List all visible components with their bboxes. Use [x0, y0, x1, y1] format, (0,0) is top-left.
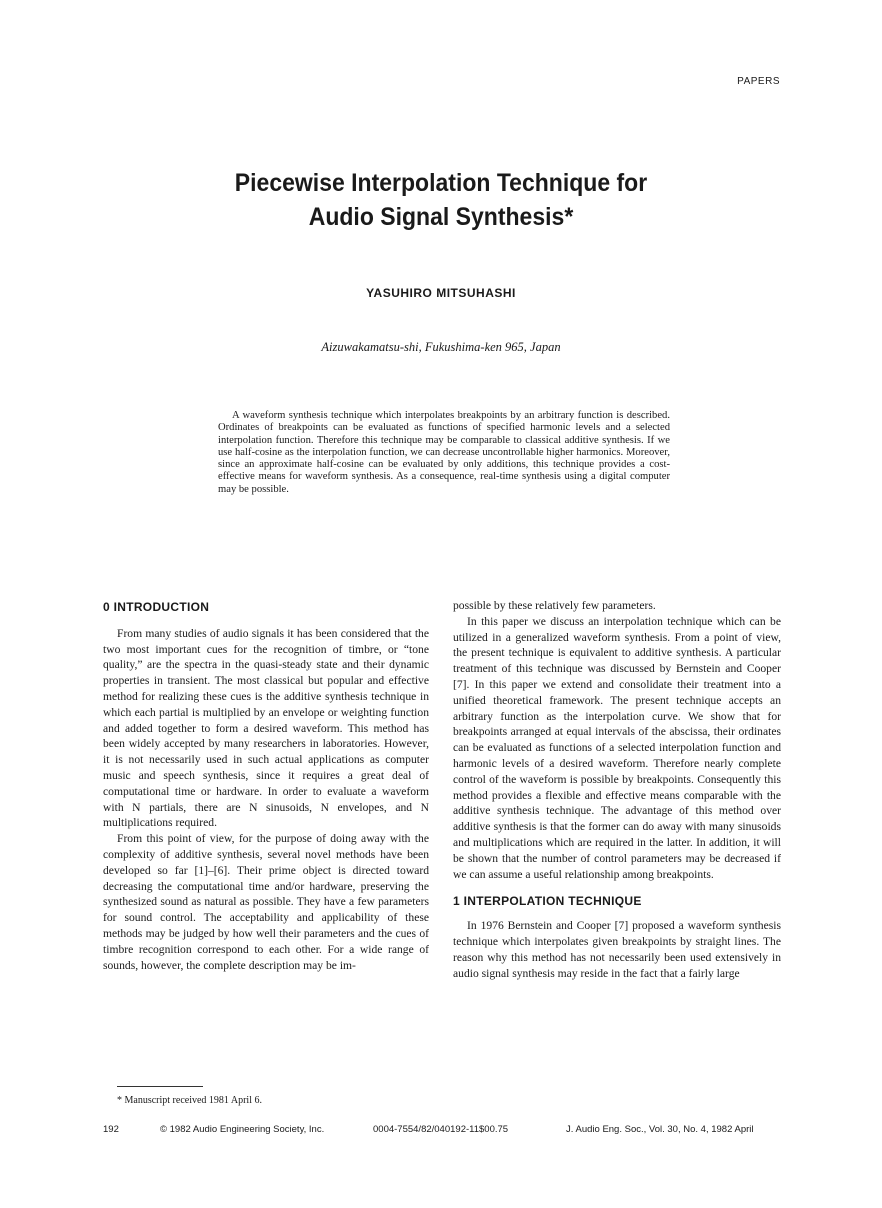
article-code: 0004-7554/82/040192-11$00.75 [373, 1124, 509, 1135]
section-heading-introduction: 0 INTRODUCTION [103, 600, 210, 614]
footnote: * Manuscript received 1981 April 6. [117, 1095, 262, 1106]
paper-title [127, 166, 754, 234]
left-column [103, 598, 429, 973]
page-number: 192 [103, 1124, 119, 1135]
title-line-2: Audio Signal Synthesis* [308, 203, 574, 231]
title-line-1: Piecewise Interpolation Technique for [234, 169, 648, 197]
footnote-rule [117, 1086, 203, 1087]
section-tag: PAPERS [737, 76, 780, 87]
author-name: YASUHIRO MITSUHASHI [366, 286, 516, 300]
intro-paragraph-3: In this paper we discuss an interpolation technique which can be utilized in a generalized waveform synthesis. From a point of view, the present technique is equivalent to additive synthesis. A particular treatment of this technique was discussed by Bernstein and Cooper [7]. In this paper we extend and consolidate their treatment into a unified theoretical framework. The present technique accepts an arbitrary function as the interpolation curve. We show that for breakpoints arranged at equal intervals of the abscissa, their ordinates can be evaluated as functions of a selected interpolation function and harmonic levels of a desired waveform. Therefore nearly complete control of the waveform is possible by breakpoints. Consequently this method provides a flexible and effective means comparable with the additive synthesis technique. The advantage of this method over additive synthesis is that the former can do away with many sinusoids and multiplications which are required in the latter. In addition, it will be shown that the number of control parameters may be decreased if we can assume a useful relationship among breakpoints. [453, 614, 781, 881]
interpolation-paragraph-1: In 1976 Bernstein and Cooper [7] proposed a waveform synthesis technique which interpolates given breakpoints by straight lines. The reason why this method has not necessarily been used extensively in audio signal synthesis may reside in the fact that a fairly large [453, 919, 781, 980]
copyright-notice: © 1982 Audio Engineering Society, Inc. [160, 1124, 325, 1135]
intro-paragraph-2-continued: possible by these relatively few parameters. [453, 599, 656, 612]
journal-citation: J. Audio Eng. Soc., Vol. 30, No. 4, 1982 April [566, 1124, 754, 1135]
section-heading-interpolation: 1 INTERPOLATION TECHNIQUE [453, 894, 642, 909]
abstract: A waveform synthesis technique which interpolates breakpoints by an arbitrary function is described. Ordinates of breakpoints can be evaluated as functions of specified harmonic levels and a selected interpolation function. Therefore this technique may be comparable to classical additive synthesis. If we use half-cosine as the interpolation function, we can decrease uncontrollable higher harmonics. Moreover, since an approximate half-cosine can be evaluated by only additions, this technique provides a cost-effective means for waveform synthesis. As a consequence, real-time synthesis using a digital computer may be possible. [218, 410, 670, 495]
right-column [453, 598, 781, 981]
intro-paragraph-2: From this point of view, for the purpose of doing away with the complexity of additive synthesis, several novel methods have been developed so far [1]–[6]. Their prime object is directed toward decreasing the computational time and/or hardware, preserving the synthesized sound as natural as possible. They have a few parameters for sound control. The acceptability and applicability of these methods may be judged by how well their parameters and the cues of timbre recognition correspond to each other. For a wide range of sounds, however, the complete description may be im- [103, 832, 429, 972]
intro-paragraph-1: From many studies of audio signals it has been considered that the two most important cues for the recognition of timbre, or “tone quality,” are the spectra in the quasi-steady state and their dynamic properties in transient. The most classical but popular and effective method for realizing these cues is the additive synthesis technique in which each partial is multiplied by an envelope or weighting function and added together to form a desired waveform. This method has been widely accepted by many researchers in laboratories. However, it is not necessarily used in such actual applications as computer music and speech synthesis, since it requires a great deal of computational time or hardware. In order to evaluate a waveform with N partials, there are N sinusoids, N envelopes, and N multiplications required. [103, 626, 429, 830]
author-affiliation: Aizuwakamatsu-shi, Fukushima-ken 965, Japan [321, 340, 561, 354]
